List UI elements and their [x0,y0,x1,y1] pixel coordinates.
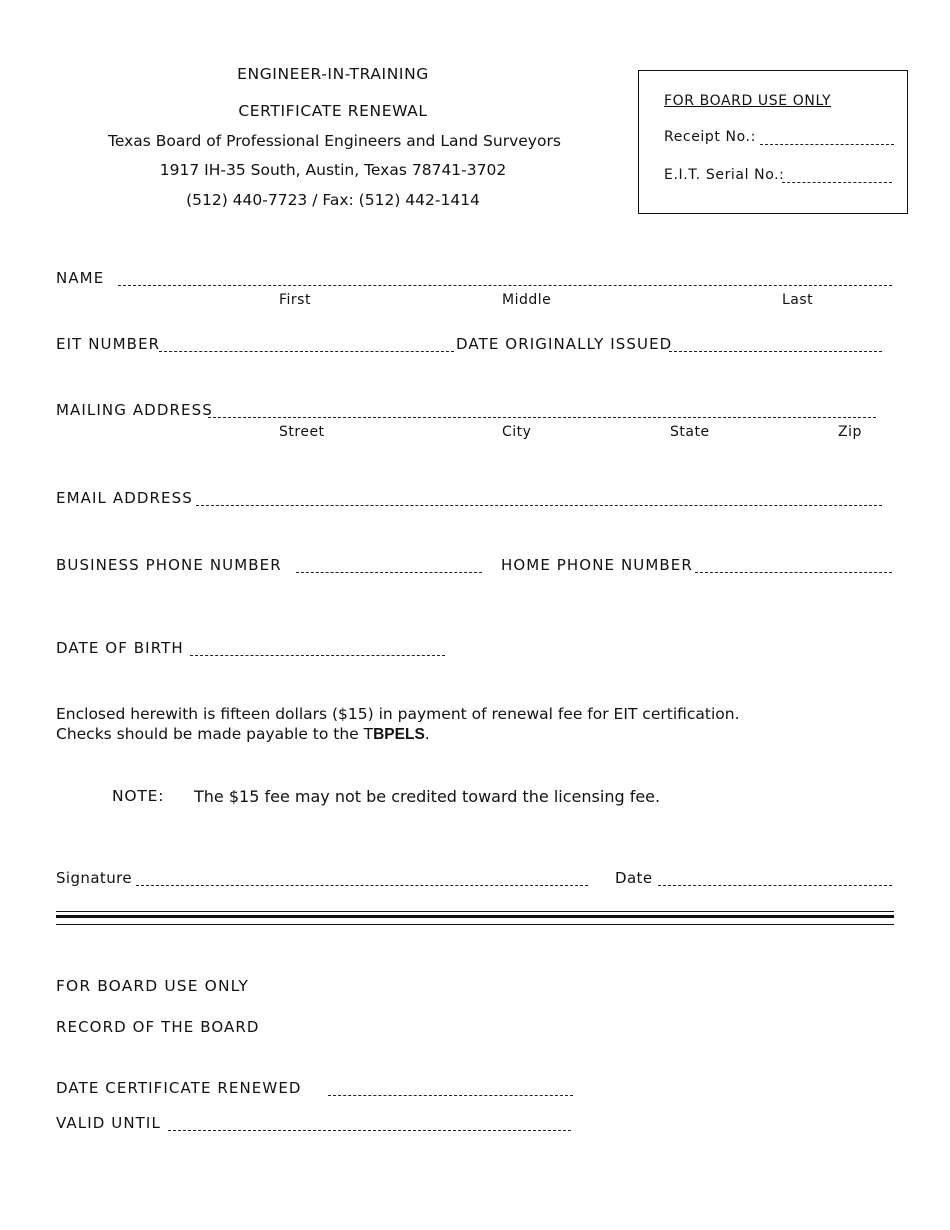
dob-label: DATE OF BIRTH [56,639,184,657]
business-phone-field[interactable] [296,572,482,573]
form-title: ENGINEER-IN-TRAINING [237,65,429,83]
eit-number-field[interactable] [159,351,454,352]
receipt-label: Receipt No.: [664,129,756,145]
signature-date-field[interactable] [658,885,892,886]
valid-until-label: VALID UNTIL [56,1114,161,1132]
mailing-address-label: MAILING ADDRESS [56,401,213,419]
name-first-caption: First [279,292,311,308]
home-phone-label: HOME PHONE NUMBER [501,556,693,574]
date-issued-field[interactable] [669,351,882,352]
date-renewed-label: DATE CERTIFICATE RENEWED [56,1079,302,1097]
dob-field[interactable] [190,655,445,656]
receipt-field[interactable] [760,144,894,145]
note-label: NOTE: [112,787,165,805]
payable-text [56,725,430,744]
board-use-box [638,70,908,214]
form-subtitle: CERTIFICATE RENEWAL [238,102,428,120]
organization-phone: (512) 440-7723 / Fax: (512) 442-1414 [186,191,480,209]
name-middle-caption: Middle [502,292,552,308]
eit-number-label: EIT NUMBER [56,335,161,353]
business-phone-label: BUSINESS PHONE NUMBER [56,556,282,574]
email-label: EMAIL ADDRESS [56,489,193,507]
signature-label: Signature [56,869,132,887]
payment-text: Enclosed herewith is fifteen dollars ($15) in payment of renewal fee for EIT certification. [56,705,740,723]
address-zip-caption: Zip [838,424,862,440]
mailing-address-field[interactable] [208,417,876,418]
board-section-title: FOR BOARD USE ONLY [56,977,249,995]
signature-field[interactable] [136,885,588,886]
organization-address: 1917 IH-35 South, Austin, Texas 78741-3702 [159,161,507,179]
organization-name: Texas Board of Professional Engineers and Land Surveyors [108,132,561,150]
name-last-caption: Last [782,292,814,308]
payable-suffix: . [424,725,430,743]
date-renewed-field[interactable] [328,1095,573,1096]
home-phone-field[interactable] [695,572,892,573]
email-field[interactable] [196,505,882,506]
divider-top [56,911,894,912]
name-field[interactable] [118,285,892,286]
date-issued-label: DATE ORIGINALLY ISSUED [456,335,673,353]
signature-date-label: Date [615,869,653,887]
record-of-board-label: RECORD OF THE BOARD [56,1018,260,1036]
divider-middle [56,915,894,918]
note-text: The $15 fee may not be credited toward the licensing fee. [194,787,661,806]
serial-field[interactable] [782,182,892,183]
board-box-title: FOR BOARD USE ONLY [664,93,832,109]
payable-org: BPELS [373,726,425,743]
address-state-caption: State [670,424,710,440]
valid-until-field[interactable] [168,1130,571,1131]
divider-bottom [56,924,894,925]
address-street-caption: Street [279,424,325,440]
name-label: NAME [56,269,105,287]
address-city-caption: City [502,424,532,440]
serial-label: E.I.T. Serial No.: [664,167,785,183]
payable-prefix: Checks should be made payable to the T [56,725,374,743]
